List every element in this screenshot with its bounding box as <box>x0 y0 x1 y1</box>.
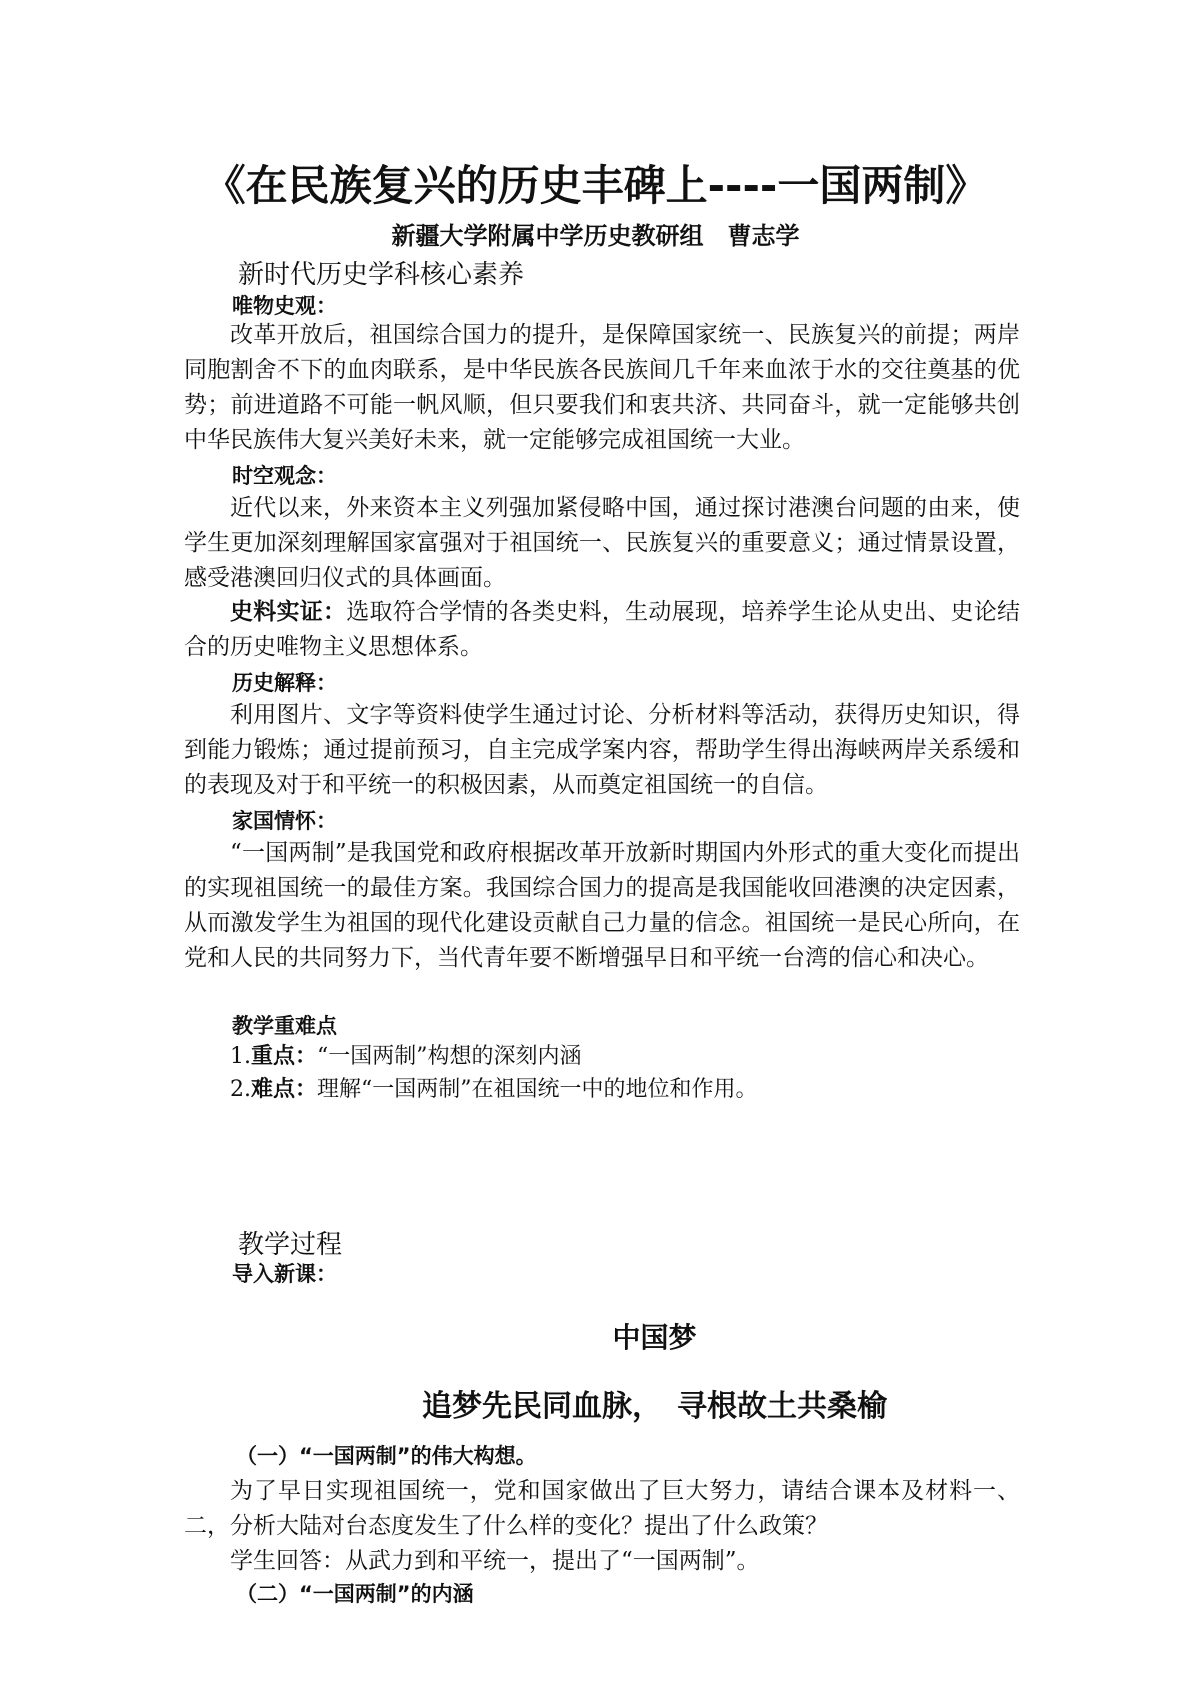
heading-couplet: 追梦先民同血脉， 寻根故土共桑榆 <box>422 1389 887 1424</box>
keypoint-2 <box>230 1074 758 1106</box>
section-heading-process: 教学过程 <box>238 1230 343 1260</box>
keypoint-2-label: 难点： <box>251 1077 318 1102</box>
paragraph-spacetime: 近代以来，外来资本主义列强加紧侵略中国，通过探讨港澳台问题的由来，使学生更加深刻理解国家富强对于祖国统一、民族复兴的重要意义；通过情景设置，感受港澳回归仪式的具体画面。 <box>184 495 1020 591</box>
keypoint-1-label: 重点： <box>251 1044 318 1069</box>
label-patriotism: 家国情怀： <box>232 809 337 833</box>
document-subtitle: 新疆大学附属中学历史教研组 曹志学 <box>391 222 800 250</box>
heading-china-dream: 中国梦 <box>612 1321 697 1354</box>
label-materialism: 唯物史观： <box>232 294 337 318</box>
document-title: 《在民族复兴的历史丰碑上----一国两制》 <box>203 161 988 210</box>
paragraph-materialism: 改革开放后，祖国综合国力的提升，是保障国家统一、民族复兴的前提；两岸同胞割舍不下的血肉联系，是中华民族各民族间几千年来血浓于水的交往奠基的优势；前进道路不可能一帆风顺，但只要我们和衷共济、共同奋斗，就一定能够共创中华民族伟大复兴美好未来，就一定能够完成祖国统一大业。 <box>184 322 1020 453</box>
text-evidence: 选取符合学情的各类史料，生动展现，培养学生论从史出、史论结合的历史唯物主义思想体系。 <box>184 599 1021 660</box>
section-1-question: 为了早日实现祖国统一，党和国家做出了巨大努力，请结合课本及材料一、二，分析大陆对台态度发生了什么样的变化？提出了什么政策？ <box>184 1478 1020 1539</box>
paragraph-patriotism: “一国两制”是我国党和政府根据改革开放新时期国内外形式的重大变化而提出的实现祖国统一的最佳方案。我国综合国力的提高是我国能收回港澳的决定因素，从而激发学生为祖国的现代化建设贡献自己力量的信念。祖国统一是民心所向，在党和人民的共同努力下，当代青年要不断增强早日和平统一台湾的信心和决心。 <box>184 840 1020 971</box>
keypoint-1-text: “一国两制”构想的深刻内涵 <box>317 1044 582 1069</box>
section-1-title: （一）“一国两制”的伟大构想。 <box>236 1444 537 1468</box>
keypoint-2-number: 2. <box>230 1077 251 1102</box>
label-interpretation: 历史解释： <box>232 671 337 695</box>
keypoint-2-text: 理解“一国两制”在祖国统一中的地位和作用。 <box>317 1077 758 1102</box>
keypoint-1 <box>230 1041 582 1073</box>
label-keypoints: 教学重难点 <box>232 1014 337 1038</box>
label-evidence: 史料实证： <box>230 599 347 625</box>
section-1-answer: 学生回答：从武力到和平统一，提出了“一国两制”。 <box>230 1548 760 1574</box>
section-heading-literacy: 新时代历史学科核心素养 <box>238 260 525 290</box>
label-spacetime: 时空观念： <box>232 464 337 488</box>
paragraph-interpretation: 利用图片、文字等资料使学生通过讨论、分析材料等活动，获得历史知识，得到能力锻炼；通过提前预习，自主完成学案内容，帮助学生得出海峡两岸关系缓和的表现及对于和平统一的积极因素，从而奠定祖国统一的自信。 <box>184 702 1020 798</box>
section-2-title: （二）“一国两制”的内涵 <box>236 1582 474 1606</box>
label-intro: 导入新课： <box>232 1262 337 1286</box>
keypoint-1-number: 1. <box>230 1044 251 1069</box>
paragraph-evidence <box>184 595 1020 665</box>
